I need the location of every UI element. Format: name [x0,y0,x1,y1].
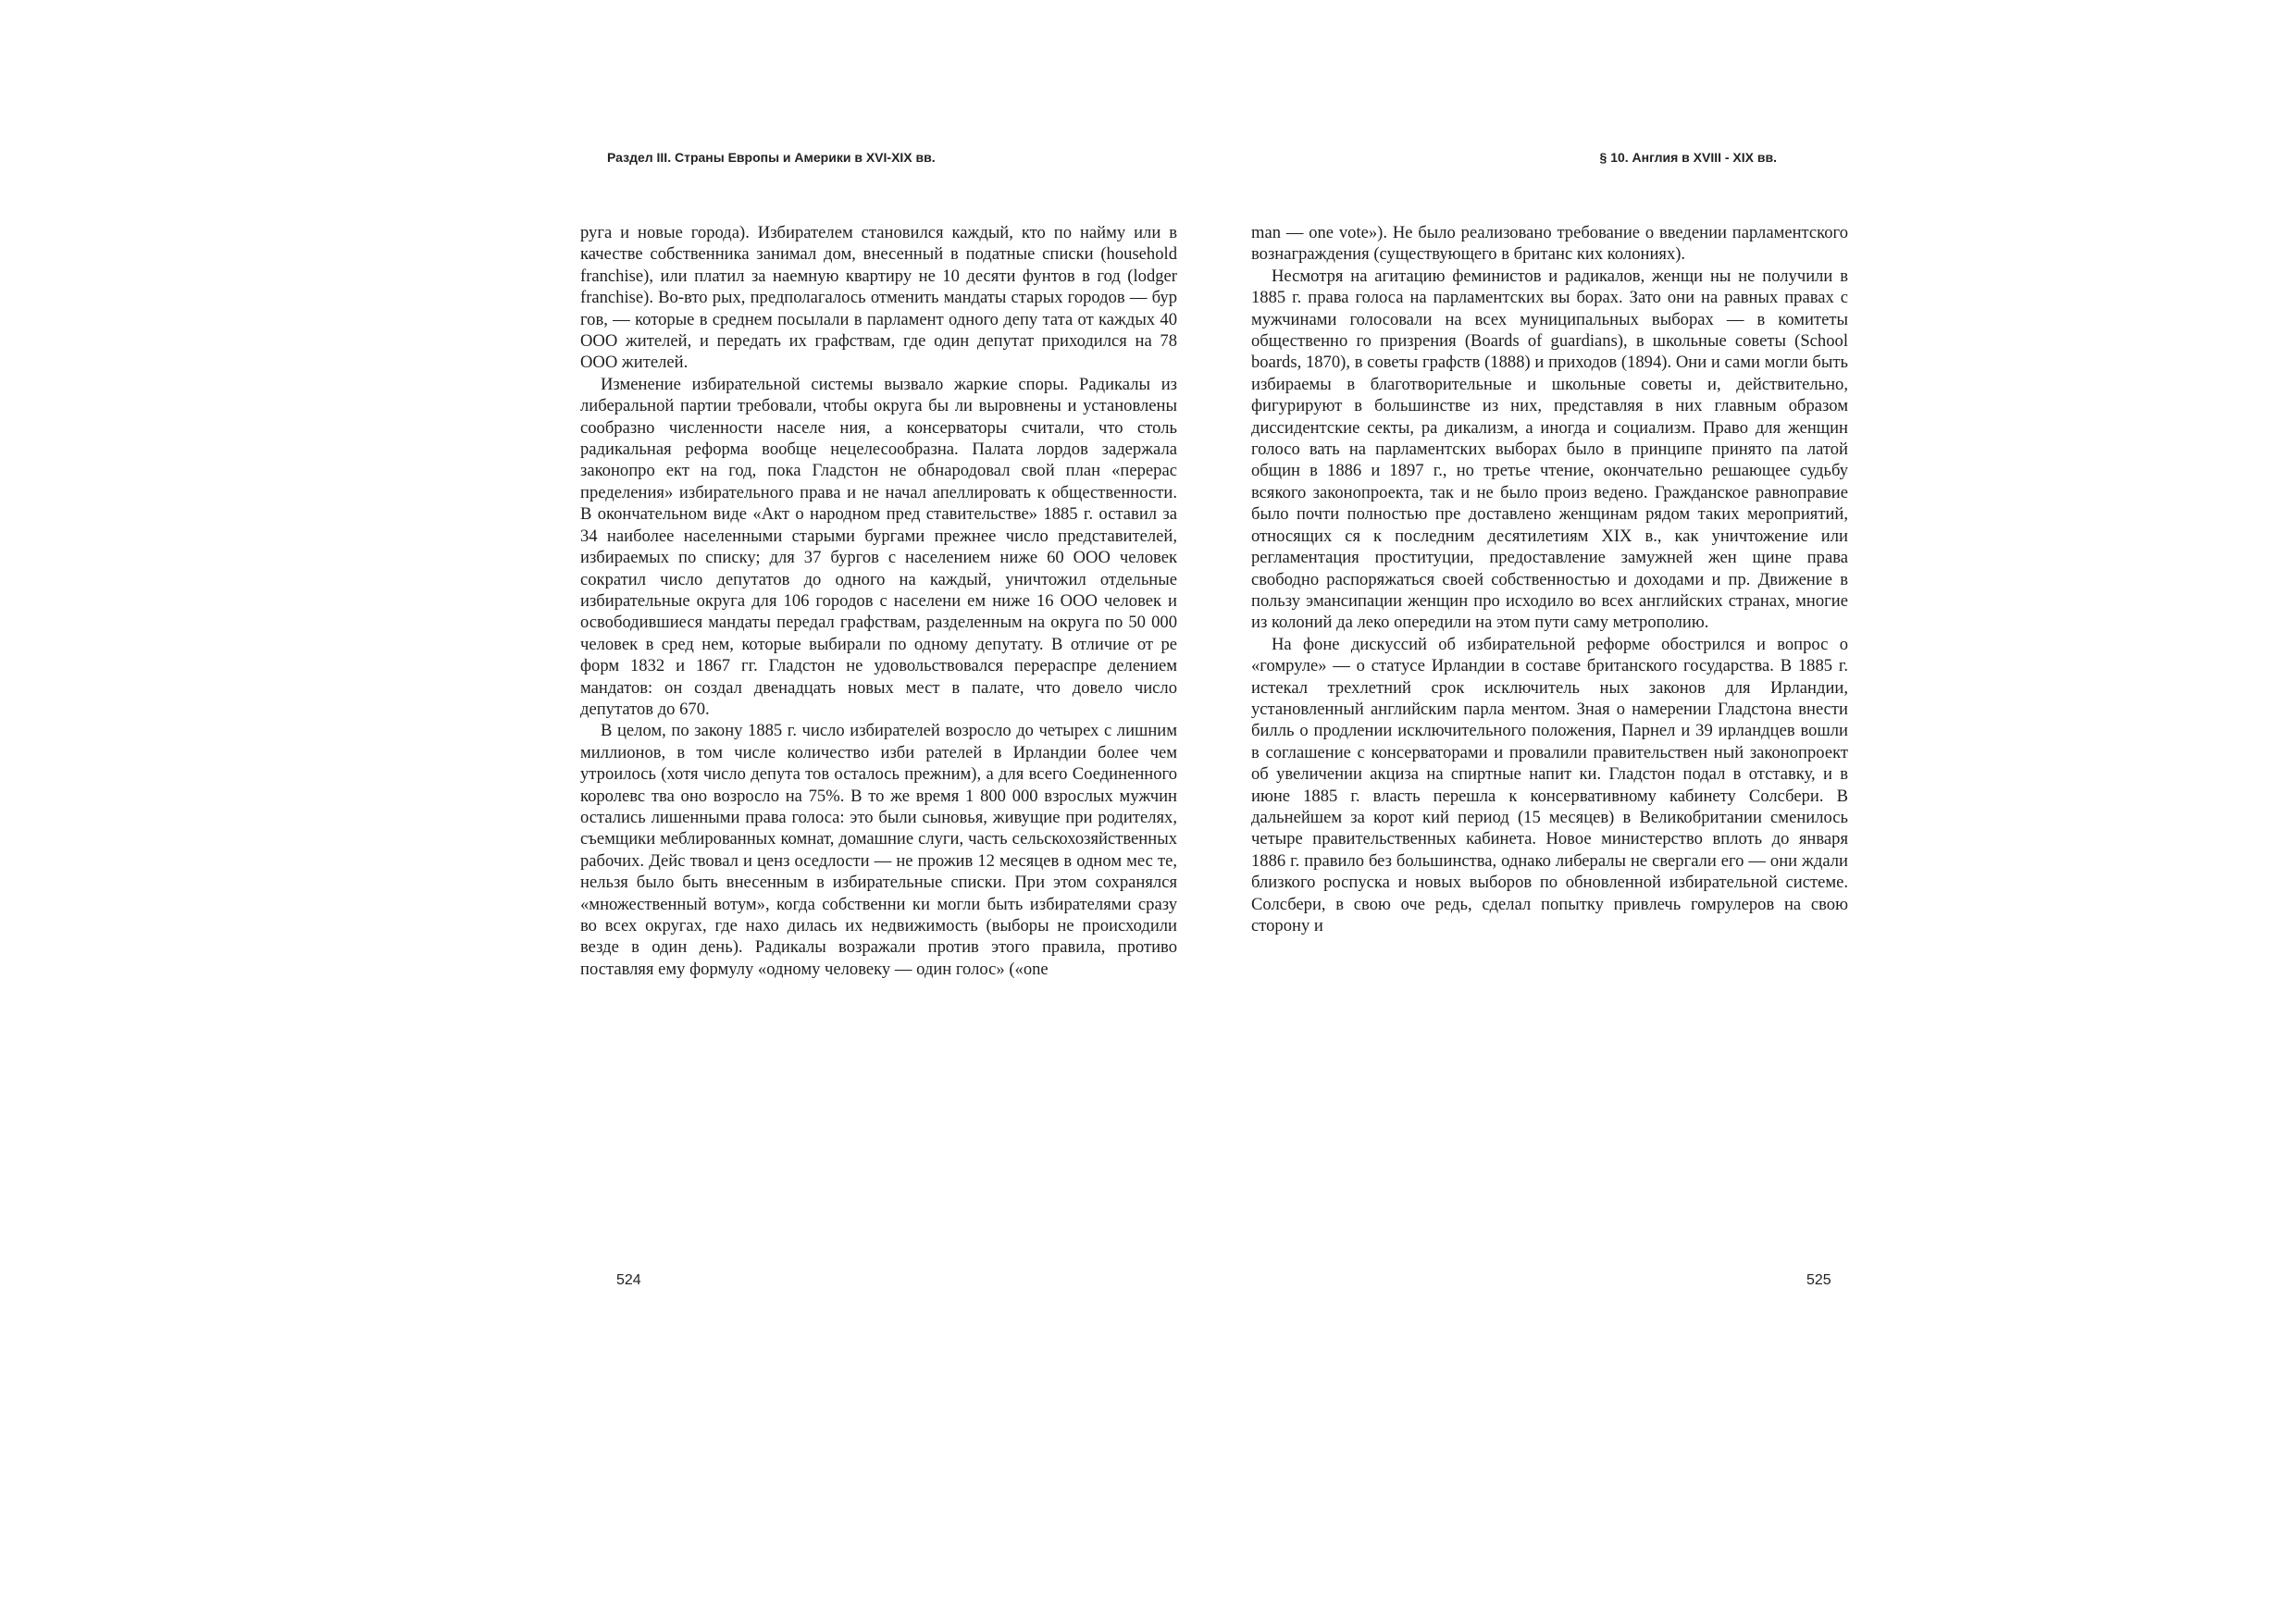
running-head-right: § 10. Англия в XVIII - XIX вв. [1599,150,1777,165]
paragraph: Несмотря на агитацию феминистов и радикалов, женщи ны не получили в 1885 г. права голоса на парламентских вы борах. Зато они на равных правах с мужчинами голосовали на всех муниципальных выборах — в комитеты общественно го призрения (Boards of guardians), в школьные советы (School boards, 1870), в советы графств (1888) и приходов (1894). Они и сами могли быть избираемы в благотворительные и школьные советы и, действительно, фигурируют в большинстве из них, представляя в них главным образом диссидентские секты, ра дикализм, а иногда и социализм. Право для женщин голосо вать на парламентских выборах было в принципе принято па латой общин в 1886 и 1897 г., но третье чтение, окончательно решающее судьбу всякого законопроекта, так и не было произ ведено. Гражданское равноправие было почти полностью пре доставлено женщинам рядом таких мероприятий, относящих ся к последним десятилетиям XIX в., как уничтожение или регламентация проституции, предоставление замужней жен щине права свободно распоряжаться своей собственностью и доходами и пр. Движение в пользу эмансипации женщин про исходило во всех английских странах, многие из колоний да леко опередили на этом пути саму метрополию. [1251,266,1848,633]
body-text-left [580,222,1177,980]
page-number-right: 525 [1806,1272,1831,1288]
paragraph: руга и новые города). Избирателем становился каждый, кто по найму или в качестве собственника занимал дом, внесенный в податные списки (household franchise), или платил за наемную квартиру не 10 десяти фунтов в год (lodger franchise). Во-вто рых, предполагалось отменить мандаты старых городов — бур гов, — которые в среднем посылали в парламент одного депу тата от каждых 40 ООО жителей, и передать их графствам, где один депутат приходился на 78 ООО жителей. [580,223,1177,373]
running-head-left: Раздел III. Страны Европы и Америки в XVI-XIX вв. [607,150,936,165]
paragraph: На фоне дискуссий об избирательной реформе обострился и вопрос о «гомруле» — о статусе Ирландии в составе британского государства. В 1885 г. истекал трехлетний срок исключитель ных законов для Ирландии, установленный английским парла ментом. Зная о намерении Гладстона внести билль о продлении исключительного положения, Парнел и 39 ирландцев вошли в соглашение с консерваторами и провалили правительствен ный законопроект об увеличении акциза на спиртные напит ки. Гладстон подал в отставку, и в июне 1885 г. власть перешла к консервативному кабинету Солсбери. В дальнейшем за корот кий период (15 месяцев) в Великобритании сменилось четыре правительственных кабинета. Новое министерство вплоть до января 1886 г. правило без большинства, однако либералы не свергали его — они ждали близкого роспуска и новых выборов по обновленной избирательной системе. Солсбери, в свою оче редь, сделал попытку привлечь гомрулеров на свою сторону и [1251,634,1848,935]
body-text-right [1251,222,1848,936]
paragraph: Изменение избирательной системы вызвало жаркие споры. Радикалы из либеральной партии требовали, чтобы округа бы ли выровнены и установлены сообразно численности населе ния, а консерваторы считали, что столь радикальная реформа вообще нецелесообразна. Палата лордов задержала законопро ект на год, пока Гладстон не обнародовал свой план «перерас пределения» избирательного права и не начал апеллировать к общественности. В окончательном виде «Акт о народном пред ставительстве» 1885 г. оставил за 34 наиболее населенными старыми бургами прежнее число представителей, избираемых по списку; для 37 бургов с населением ниже 60 ООО человек сократил число депутатов до одного на каждый, уничтожил отдельные избирательные округа для 106 городов с населени ем ниже 16 ООО человек и освободившиеся мандаты передал графствам, разделенным на округа по 50 000 человек в сред нем, которые выбирали по одному депутату. В отличие от ре форм 1832 и 1867 гг. Гладстон не удовольствовался перераспре делением мандатов: он создал двенадцать новых мест в палате, что довело число депутатов до 670. [580,374,1177,719]
paragraph: man — one vote»). Не было реализовано требование о введении парламентского вознаграждения (существующего в британс ких колониях). [1251,223,1848,265]
paragraph: В целом, по закону 1885 г. число избирателей возросло до четырех с лишним миллионов, в том числе количество изби рателей в Ирландии более чем утроилось (хотя число депута тов осталось прежним), а для всего Соединенного королевс тва оно возросло на 75%. В то же время 1 800 000 взрослых мужчин остались лишенными права голоса: это были сыновья, живущие при родителях, съемщики меблированных комнат, домашние слуги, часть сельскохозяйственных рабочих. Дейс твовал и ценз оседлости — не прожив 12 месяцев в одном мес те, нельзя было быть внесенным в избирательные списки. При этом сохранялся «множественный вотум», когда собственни ки могли быть избирателями сразу во всех округах, где нахо дилась их недвижимость (выборы не происходили везде в один день). Радикалы возражали против этого правила, противо поставляя ему формулу «одному человеку — один голос» («one [580,721,1177,979]
page-number-left: 524 [616,1272,641,1288]
